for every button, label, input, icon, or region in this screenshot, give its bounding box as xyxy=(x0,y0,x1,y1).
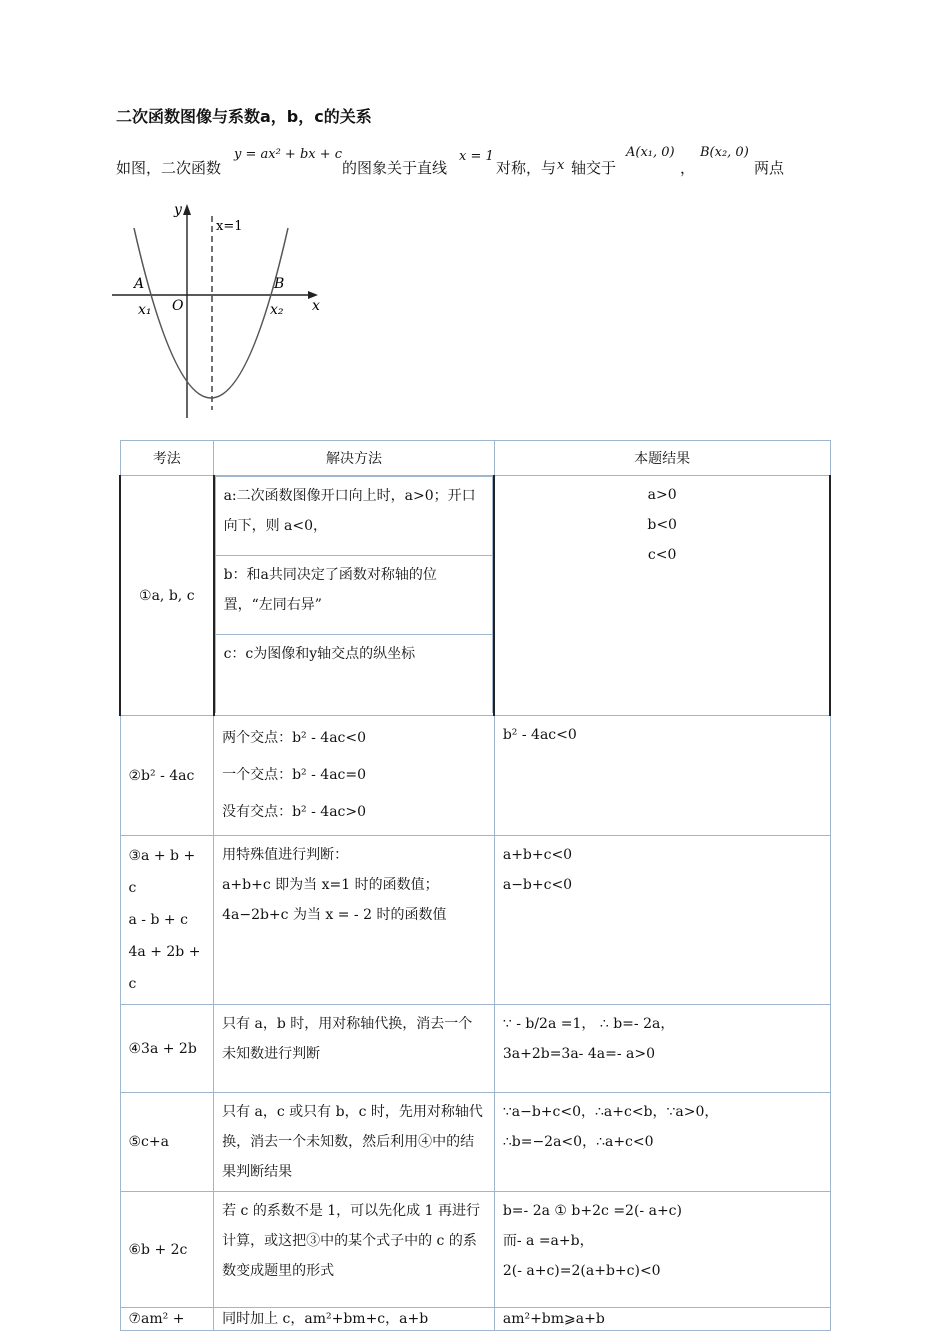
x2-label: x₂ xyxy=(270,302,284,318)
row2-method-2: 一个交点：b² - 4ac=0 xyxy=(222,767,367,783)
row3-method-2: a+b+c 即为当 x=1 时的函数值； xyxy=(222,877,439,893)
row6-method: 若 c 的系数不是 1，可以先化成 1 再进行计算，或这把③中的某个式子中的 c 的系数变成题里的形式 xyxy=(214,1192,495,1308)
row1-topic: ①a, b, c xyxy=(120,476,214,716)
row1-results xyxy=(494,476,830,716)
point-b-formula: B(x₂, 0) xyxy=(700,145,749,160)
row7-result: am²+bm⩾a+b xyxy=(494,1308,830,1331)
row2-methods xyxy=(214,716,495,836)
row7-topic: ⑦am² + xyxy=(120,1308,214,1331)
row3-topic-3: 4a + 2b + c xyxy=(128,944,201,992)
symmetry-axis-formula: x = 1 xyxy=(459,149,494,164)
row6-result-3: 2(- a+c)=2(a+b+c)<0 xyxy=(502,1263,661,1279)
table-header-row xyxy=(120,441,830,476)
intro-text-5: 两点 xyxy=(754,159,785,177)
page-title: 二次函数图像与系数a，b，c的关系 xyxy=(116,107,372,126)
intro-text-1: 如图，二次函数 xyxy=(116,159,222,177)
row2-method-1: 两个交点：b² - 4ac<0 xyxy=(222,730,367,746)
method-table xyxy=(119,440,831,1331)
row3-method-1: 用特殊值进行判断： xyxy=(222,847,349,863)
table-row xyxy=(120,1005,830,1093)
x-variable: x xyxy=(557,158,565,173)
row1-method-b: b：和a共同决定了函数对称轴的位置，“左同右异” xyxy=(215,556,493,635)
row6-results xyxy=(494,1192,830,1308)
row5-result-1: ∵a−b+c<0，∴a+c<b，∵a>0， xyxy=(502,1104,719,1120)
function-formula: y = ax² + bx + c xyxy=(234,147,343,162)
row6-topic: ⑥b + 2c xyxy=(120,1192,214,1308)
row3-results xyxy=(494,836,830,1005)
origin-label: O xyxy=(172,298,184,314)
row5-results xyxy=(494,1093,830,1192)
y-axis-label: y xyxy=(174,202,182,218)
row7-method: 同时加上 c，am²+bm+c，a+b xyxy=(214,1308,495,1331)
row3-method-3: 4a−2b+c 为当 x = - 2 时的函数值 xyxy=(222,907,447,923)
row1-result-b: b<0 xyxy=(647,517,677,533)
row3-result-2: a−b+c<0 xyxy=(502,877,573,893)
row5-result-2: ∴b=−2a<0，∴a+c<0 xyxy=(502,1134,654,1150)
row2-method-3: 没有交点：b² - 4ac>0 xyxy=(222,804,367,820)
table-row xyxy=(120,1093,830,1192)
intro-text-4: 轴交于 xyxy=(571,159,617,177)
point-b-label: B xyxy=(274,276,285,292)
row1-methods xyxy=(214,476,495,716)
intro-paragraph xyxy=(116,145,876,185)
intro-text-2: 的图象关于直线 xyxy=(342,159,448,177)
row4-result-1: ∵ - b/2a =1， ∴ b=- 2a， xyxy=(502,1016,675,1032)
row6-result-1: b=- 2a ① b+2c =2(- a+c) xyxy=(502,1203,682,1219)
table-row xyxy=(120,716,830,836)
row4-results xyxy=(494,1005,830,1093)
row2-result: b² - 4ac<0 xyxy=(494,716,830,836)
symmetry-line-label: x=1 xyxy=(216,219,243,234)
row4-topic: ④3a + 2b xyxy=(120,1005,214,1093)
point-a-formula: A(x₁, 0) xyxy=(626,145,675,160)
row5-method: 只有 a，c 或只有 b，c 时，先用对称轴代换，消去一个未知数，然后利用④中的结果判断结果 xyxy=(214,1093,495,1192)
parabola-curve xyxy=(134,228,288,398)
parabola-graph xyxy=(110,198,345,423)
row3-topic-1: ③a + b + c xyxy=(128,848,196,896)
row4-result-2: 3a+2b=3a- 4a=- a>0 xyxy=(502,1046,656,1062)
header-topic: 考法 xyxy=(120,441,214,476)
row6-result-2: 而- a =a+b， xyxy=(502,1233,594,1249)
row3-methods xyxy=(214,836,495,1005)
row3-topic-2: a - b + c xyxy=(128,912,188,928)
intro-comma: ， xyxy=(680,159,696,177)
point-a-label: A xyxy=(134,276,145,292)
x-axis-label: x xyxy=(312,298,320,314)
x1-label: x₁ xyxy=(138,302,152,318)
row4-method: 只有 a，b 时，用对称轴代换，消去一个未知数进行判断 xyxy=(214,1005,495,1093)
intro-text-3: 对称，与 xyxy=(496,159,557,177)
row1-result-a: a>0 xyxy=(647,487,677,503)
row5-topic: ⑤c+a xyxy=(120,1093,214,1192)
table-row xyxy=(120,836,830,1005)
table-row xyxy=(120,1308,830,1331)
row1-result-c: c<0 xyxy=(647,547,677,563)
y-axis-arrow xyxy=(183,204,191,215)
table-row xyxy=(120,1192,830,1308)
row1-method-a: a:二次函数图像开口向上时，a>0；开口向下，则 a<0， xyxy=(215,477,493,556)
table-row xyxy=(120,476,830,716)
row3-topic xyxy=(120,836,214,1005)
row1-method-c: c：c为图像和y轴交点的纵坐标 xyxy=(215,635,493,714)
row2-topic: ②b² - 4ac xyxy=(120,716,214,836)
header-result: 本题结果 xyxy=(494,441,830,476)
row3-result-1: a+b+c<0 xyxy=(502,847,573,863)
header-method: 解决方法 xyxy=(214,441,495,476)
